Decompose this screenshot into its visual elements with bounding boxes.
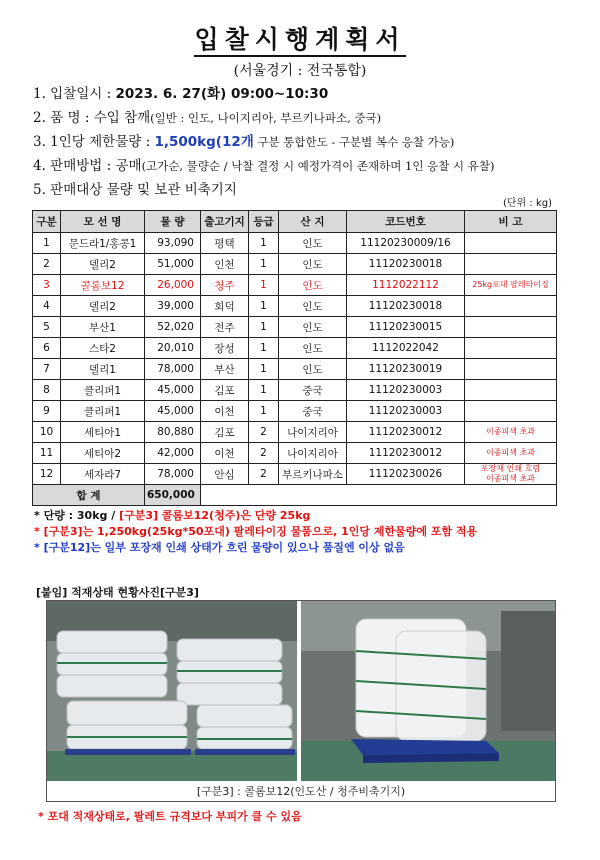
col-header-ship: 모 선 명 bbox=[61, 211, 145, 233]
row-base: 부산 bbox=[201, 359, 249, 380]
table-row bbox=[33, 380, 557, 401]
row-no: 6 bbox=[33, 338, 61, 359]
row-ship: 세티아2 bbox=[61, 443, 145, 464]
col-header-code: 코드번호 bbox=[347, 211, 465, 233]
table-row bbox=[33, 254, 557, 275]
document-subtitle: (서울경기 : 전국통합) bbox=[233, 63, 367, 79]
row-ship: 세티아1 bbox=[61, 422, 145, 443]
row-note bbox=[465, 296, 557, 317]
row-code: 11120230012 bbox=[347, 422, 465, 443]
row-code: 11120230018 bbox=[347, 296, 465, 317]
photo-frame bbox=[46, 600, 556, 802]
row-base: 김포 bbox=[201, 422, 249, 443]
info-storage-label: 5. 판매대상 물량 및 보관 비축기지 bbox=[33, 182, 237, 198]
row-origin: 중국 bbox=[279, 401, 347, 422]
row-no: 4 bbox=[33, 296, 61, 317]
row-grade: 1 bbox=[249, 275, 279, 296]
row-ship: 문드라1/홍콩1 bbox=[61, 233, 145, 254]
row-base: 회덕 bbox=[201, 296, 249, 317]
row-origin: 인도 bbox=[279, 254, 347, 275]
row-origin: 부르키나파소 bbox=[279, 464, 347, 485]
info-line-method bbox=[33, 154, 593, 174]
info-method-note: (고가순, 물량순 / 낙찰 결정 시 예정가격이 존재하며 1인 응찰 시 유찰) bbox=[141, 159, 495, 173]
row-base: 이천 bbox=[201, 443, 249, 464]
col-header-origin: 산 지 bbox=[279, 211, 347, 233]
row-base: 이천 bbox=[201, 401, 249, 422]
row-ship: 콜롬보12 bbox=[61, 275, 145, 296]
footnote: * 포대 적재상태로, 팔레트 규격보다 부피가 클 수 있음 bbox=[38, 810, 302, 823]
row-qty: 80,880 bbox=[145, 422, 201, 443]
table-row bbox=[33, 401, 557, 422]
row-note bbox=[465, 380, 557, 401]
info-item-value: 수입 참깨 bbox=[93, 110, 151, 126]
row-code: 1112022042 bbox=[347, 338, 465, 359]
row-grade: 1 bbox=[249, 254, 279, 275]
row-code: 1112022112 bbox=[347, 275, 465, 296]
row-code: 11120230019 bbox=[347, 359, 465, 380]
row-ship: 델리1 bbox=[61, 359, 145, 380]
row-origin: 인도 bbox=[279, 275, 347, 296]
attachment-title: [붙임] 적재상태 현황사진[구분3] bbox=[36, 586, 199, 599]
notes-block bbox=[34, 508, 477, 556]
note-palletizing: * [구분3]는 1,250kg(25kg*50포대) 팔레타이징 물품으로, 1인당 제한물량에 포함 적용 bbox=[34, 525, 478, 538]
info-item-origins: (일반 : 인도, 나이지리아, 부르키나파소, 중국) bbox=[150, 111, 382, 125]
table-header-row bbox=[33, 211, 557, 233]
row-grade: 1 bbox=[249, 359, 279, 380]
total-label: 합 계 bbox=[33, 485, 145, 506]
row-qty: 42,000 bbox=[145, 443, 201, 464]
table-total-row bbox=[33, 485, 557, 506]
row-qty: 51,000 bbox=[145, 254, 201, 275]
row-origin: 인도 bbox=[279, 359, 347, 380]
row-grade: 2 bbox=[249, 422, 279, 443]
row-grade: 2 bbox=[249, 464, 279, 485]
col-header-no: 구분 bbox=[33, 211, 61, 233]
row-base: 전주 bbox=[201, 317, 249, 338]
row-note: 25kg포대 팔레타이징 bbox=[465, 275, 557, 296]
row-base: 평택 bbox=[201, 233, 249, 254]
row-origin: 인도 bbox=[279, 317, 347, 338]
row-note: 포장재 인쇄 흐림 이종피색 초과 bbox=[465, 464, 557, 485]
col-header-note: 비 고 bbox=[465, 211, 557, 233]
row-code: 11120230018 bbox=[347, 254, 465, 275]
table-row bbox=[33, 317, 557, 338]
note-unit-weight-a: * 단량 : 30kg / bbox=[34, 509, 120, 522]
info-limit-note: 구분 통합한도 - 구분별 복수 응찰 가능) bbox=[253, 135, 455, 149]
table-row bbox=[33, 443, 557, 464]
row-code: 11120230015 bbox=[347, 317, 465, 338]
row-qty: 78,000 bbox=[145, 359, 201, 380]
note-print-quality: * [구분12]는 일부 포장재 인쇄 상태가 흐린 물량이 있으나 품질엔 이상 없음 bbox=[34, 541, 405, 554]
note-unit-weight-b: [구분3] 콜롬보12(청주)은 단량 25kg bbox=[119, 509, 311, 522]
row-origin: 중국 bbox=[279, 380, 347, 401]
row-base: 청주 bbox=[201, 275, 249, 296]
col-header-qty: 물 량 bbox=[145, 211, 201, 233]
row-grade: 2 bbox=[249, 443, 279, 464]
row-ship: 델리2 bbox=[61, 254, 145, 275]
row-note bbox=[465, 254, 557, 275]
row-qty: 39,000 bbox=[145, 296, 201, 317]
info-line-date bbox=[33, 82, 593, 102]
items-table bbox=[32, 210, 557, 506]
row-qty: 93,090 bbox=[145, 233, 201, 254]
table-row bbox=[33, 338, 557, 359]
row-qty: 78,000 bbox=[145, 464, 201, 485]
row-base: 안심 bbox=[201, 464, 249, 485]
row-grade: 1 bbox=[249, 380, 279, 401]
row-base: 김포 bbox=[201, 380, 249, 401]
row-no: 7 bbox=[33, 359, 61, 380]
info-method-label: 4. 판매방법 : 공매 bbox=[33, 158, 142, 174]
row-grade: 1 bbox=[249, 296, 279, 317]
row-no: 12 bbox=[33, 464, 61, 485]
row-origin: 인도 bbox=[279, 296, 347, 317]
table-row bbox=[33, 359, 557, 380]
info-limit-value: 1,500kg(12개 bbox=[154, 134, 254, 150]
info-line-item bbox=[33, 106, 593, 126]
row-grade: 1 bbox=[249, 233, 279, 254]
row-no: 9 bbox=[33, 401, 61, 422]
row-code: 11120230009/16 bbox=[347, 233, 465, 254]
row-qty: 20,010 bbox=[145, 338, 201, 359]
note-unit-weight bbox=[34, 508, 477, 524]
row-note bbox=[465, 317, 557, 338]
row-code: 11120230003 bbox=[347, 380, 465, 401]
row-no: 10 bbox=[33, 422, 61, 443]
row-ship: 클리퍼1 bbox=[61, 401, 145, 422]
info-date-label: 1. 입찰일시 : bbox=[33, 86, 116, 102]
row-grade: 1 bbox=[249, 401, 279, 422]
row-ship: 델리2 bbox=[61, 296, 145, 317]
row-qty: 45,000 bbox=[145, 401, 201, 422]
info-line-limit bbox=[33, 130, 593, 150]
row-no: 2 bbox=[33, 254, 61, 275]
row-ship: 부산1 bbox=[61, 317, 145, 338]
row-ship: 스타2 bbox=[61, 338, 145, 359]
row-note bbox=[465, 233, 557, 254]
row-origin: 나이지리아 bbox=[279, 422, 347, 443]
row-base: 장성 bbox=[201, 338, 249, 359]
row-origin: 인도 bbox=[279, 338, 347, 359]
row-ship: 세자라7 bbox=[61, 464, 145, 485]
photo-caption: [구분3] : 콜롬보12(인도산 / 청주비축기지) bbox=[196, 785, 406, 798]
document-title: 입찰시행계획서 bbox=[0, 20, 600, 56]
table-row bbox=[33, 275, 557, 296]
row-note bbox=[465, 359, 557, 380]
row-note: 이종피색 초과 bbox=[465, 443, 557, 464]
row-grade: 1 bbox=[249, 317, 279, 338]
col-header-grade: 등급 bbox=[249, 211, 279, 233]
row-qty: 52,020 bbox=[145, 317, 201, 338]
warehouse-photo-wrapped-pallet bbox=[301, 601, 555, 781]
info-limit-label: 3. 1인당 제한물량 : bbox=[33, 134, 155, 150]
row-origin: 인도 bbox=[279, 233, 347, 254]
row-qty: 26,000 bbox=[145, 275, 201, 296]
row-no: 8 bbox=[33, 380, 61, 401]
warehouse-photo-stacked-bags bbox=[47, 601, 297, 781]
row-note bbox=[465, 338, 557, 359]
row-ship: 클리퍼1 bbox=[61, 380, 145, 401]
row-base: 인천 bbox=[201, 254, 249, 275]
row-code: 11120230012 bbox=[347, 443, 465, 464]
row-no: 1 bbox=[33, 233, 61, 254]
table-row bbox=[33, 233, 557, 254]
row-note bbox=[465, 401, 557, 422]
row-grade: 1 bbox=[249, 338, 279, 359]
row-origin: 나이지리아 bbox=[279, 443, 347, 464]
table-row bbox=[33, 464, 557, 485]
total-value: 650,000 bbox=[145, 485, 201, 506]
row-no: 11 bbox=[33, 443, 61, 464]
row-no: 3 bbox=[33, 275, 61, 296]
row-code: 11120230026 bbox=[347, 464, 465, 485]
col-header-base: 출고기지 bbox=[201, 211, 249, 233]
total-blank bbox=[201, 485, 557, 506]
table-row bbox=[33, 422, 557, 443]
row-note: 이종피색 초과 bbox=[465, 422, 557, 443]
info-item-label: 2. 품 명 : bbox=[33, 110, 94, 126]
row-qty: 45,000 bbox=[145, 380, 201, 401]
unit-label: (단위 : kg) bbox=[503, 198, 552, 209]
table-row bbox=[33, 296, 557, 317]
row-code: 11120230003 bbox=[347, 401, 465, 422]
row-no: 5 bbox=[33, 317, 61, 338]
info-date-value: 2023. 6. 27(화) 09:00~10:30 bbox=[115, 86, 329, 102]
